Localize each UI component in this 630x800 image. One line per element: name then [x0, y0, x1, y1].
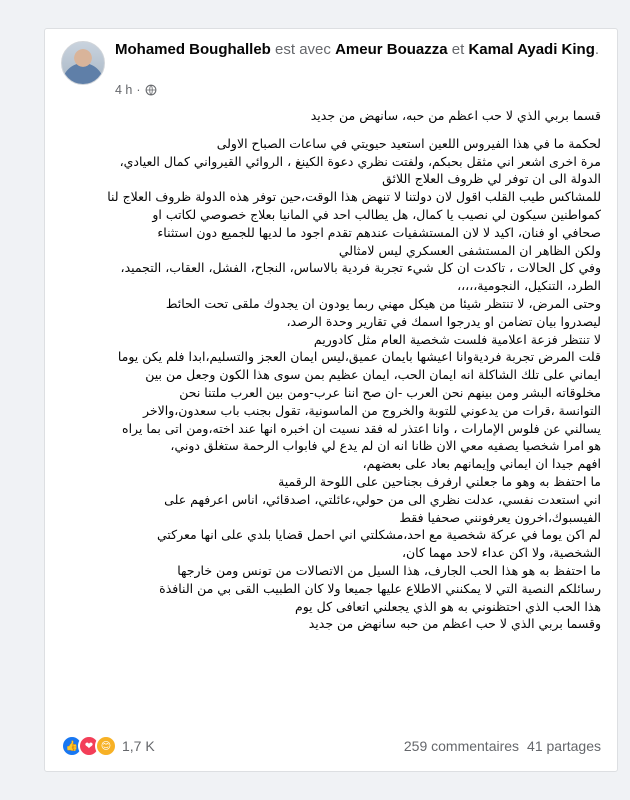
post-footer — [61, 733, 601, 759]
globe-icon[interactable] — [145, 84, 157, 96]
post-text-line: مرة اخرى اشعر اني مثقل بحبكم، ولفتت نظري دعوة الكينغ ، الروائي القيرواني كمال العيادي، — [119, 153, 601, 169]
tagged-user-2[interactable]: Kamal Ayadi King — [468, 41, 595, 58]
like-icon: 👍 — [61, 735, 83, 757]
post-text-line: الشخصية، ولا اكن عداء لاحد مهما كان، — [401, 545, 601, 561]
care-icon: 😊 — [95, 735, 117, 757]
author-avatar[interactable] — [61, 41, 105, 85]
love-icon: ❤ — [78, 735, 100, 757]
post-text-line: صحافي او فنان، اكيد لا لان المستشفيات عندهم تقدم اجود ما لديها للجميع دون استثناء — [157, 224, 601, 240]
post-text-line: الطرد، التنكيل، النجومية،،،،، — [457, 278, 601, 294]
author-name[interactable]: Mohamed Boughalleb — [115, 41, 271, 58]
post-card — [44, 28, 618, 772]
post-text-line: قلت المرض تجربة فرديةوانا اعيشها بايمان عميق،ليس ايمان العجز والتسليم،ابدا فلم يكن يوما — [117, 349, 601, 365]
shares-count[interactable]: 41 partages — [527, 738, 601, 754]
post-text-line: افهم جيدا ان ايماني وإيمانهم بعاد على بعضهم، — [362, 456, 601, 472]
post-text-line: وفي كل الحالات ، تاكدت ان كل شيء تجربة فردية بالاساس، النجاح، الفشل، العقاب، التجميد، — [120, 260, 601, 276]
post-text-line: يسالني عن فلوس الإمارات ، وانا اعتذر له فقد نسيت ان اخبره انها عند اخته،ومن اتى بما يراه — [122, 420, 601, 436]
post-text-line: كمواطنين سيكون لي نصيب يا كمال، هل يطالب احد في المانيا بعلاج خصوصي لكاتب او — [152, 206, 601, 222]
post-author-line — [115, 39, 601, 60]
post-text-line: رسائلكم النصية التي لا يمكنني الاطلاع عليها جميعا ولا كان الطبيب القى بي من النافذة — [159, 580, 601, 596]
comments-count[interactable]: 259 commentaires — [403, 738, 520, 754]
post-text-line: لحكمة ما في هذا الفيروس اللعين استعيد حيويتي في ساعات الصباح الاولى — [216, 135, 601, 151]
post-text-line: مخلوقاته البشر ومن بينهم نحن العرب -ان صح اننا عرب-ومن بين العرب ملتنا نحن — [179, 384, 601, 400]
post-header — [61, 39, 601, 99]
post-text-line: ايماني على تلك الشاكلة انه ايمان الحب، ايمان عظيم بمن سوى هذا الكون وجعل من بين — [145, 367, 601, 383]
post-text-line: وحتى المرض، لا تنتظر شيئا من هيكل مهني ربما يودون ان يجدوك ملقى تحت الحائط — [165, 295, 601, 311]
post-text-line: التوانسة ،قرات من يدعوني للتوبة والخروج من الماسونية، تقول بجنب باب سعدون،والاخر — [143, 402, 601, 418]
meta-dot: · — [136, 83, 141, 97]
reactions-summary[interactable] — [61, 735, 155, 757]
and-text: et — [451, 41, 465, 58]
post-text-line: قسما بربي الذي لا حب اعظم من حبه، سانهض من جديد — [310, 108, 601, 123]
post-body — [59, 107, 601, 633]
reaction-count[interactable]: 1,7 K — [122, 738, 155, 754]
post-stats — [404, 738, 601, 754]
post-time[interactable]: 4 h — [115, 83, 133, 97]
post-text-line: اني استعدت نفسي، عدلت نظري الى من حولي،عائلتي، اصدقائي، اناس اعرفهم على — [164, 491, 601, 507]
post-meta — [115, 83, 157, 97]
post-text-line: لا تنتظر فزعة اعلامية فلست شخصية العام مثل كادوريم — [313, 331, 601, 347]
post-text-line: هذا الحب الذي احتظنوني به هو الذي يجعلني اتعافى كل يوم — [294, 598, 601, 614]
post-text-line: للمشاكس طيب القلب اقول لان دولتنا لا تنهض هذا الوقت،حين توفر هذه الدولة ظروف العلاج لنا — [107, 189, 601, 205]
post-text-line: ما احتفظ به هو هذا الحب الجارف، هذا السيل من الاتصالات من تونس ومن خارجها — [177, 562, 601, 578]
post-text-line: الدولة الى ان توفر لي ظروف العلاج اللائق — [382, 171, 601, 187]
post-text-line: ما احتفظ به وهو ما جعلني ارفرف بجناحين على اللوحة الرقمية — [278, 473, 601, 489]
post-text-line: ليصدروا بيان تضامن او يدرجوا اسمك في تقارير وحدة الرصد، — [286, 313, 601, 329]
period: . — [594, 41, 600, 58]
with-text: est avec — [275, 41, 331, 58]
post-text-line: وقسما بربي الذي لا حب اعظم من حبه سانهض من جديد — [308, 616, 601, 632]
tagged-user-1[interactable]: Ameur Bouazza — [335, 41, 448, 58]
post-text-line: لم اكن يوما في عركة شخصية مع احد،مشكلتي اني احمل قضايا بلدي على انها معركتي — [156, 527, 601, 543]
post-text-line: ولكن الظاهر ان المستشفى العسكري ليس لامثالي — [338, 242, 601, 258]
post-text-line: هو امرا شخصيا يصفيه معي الان ظانا انه ان لم يدع لي فابواب الرحمة ستغلق دوني، — [170, 438, 601, 454]
post-text-line: الفيسبوك،اخرون يعرفونني صحفيا فقط — [399, 509, 601, 525]
